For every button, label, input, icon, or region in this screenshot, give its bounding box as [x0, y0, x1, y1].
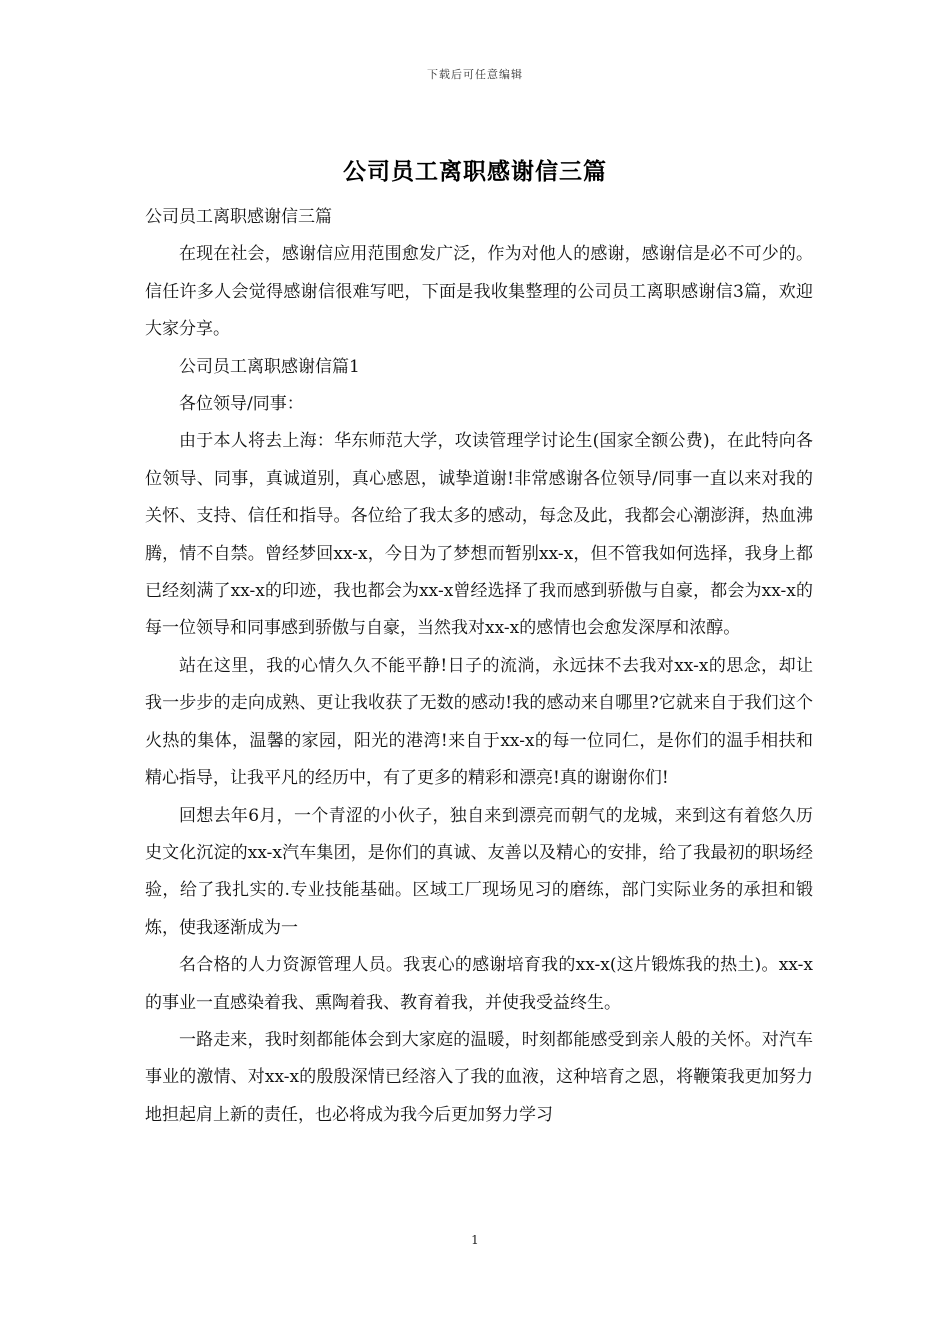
body-paragraph: 一路走来，我时刻都能体会到大家庭的温暖，时刻都能感受到亲人般的关怀。对汽车事业的激情、对xx-x的殷殷深情已经溶入了我的血液，这种培育之恩，将鞭策我更加努力地担起肩上新的责任，也必将成为我今后更加努力学习 [145, 1029, 813, 1125]
body-paragraph: 回想去年6月，一个青涩的小伙子，独自来到漂亮而朝气的龙城，来到这有着悠久历史文化沉淀的xx-x汽车集团，是你们的真诚、友善以及精心的安排，给了我最初的职场经验，给了我扎实的.专业技能基础。区域工厂现场见习的磨练，部门实际业务的承担和锻炼，使我逐渐成为一 [145, 805, 813, 938]
intro-paragraph: 在现在社会，感谢信应用范围愈发广泛，作为对他人的感谢，感谢信是必不可少的。信任许多人会觉得感谢信很难写吧，下面是我收集整理的公司员工离职感谢信3篇，欢迎大家分享。 [145, 244, 813, 340]
header-note: 下载后可任意编辑 [427, 68, 523, 81]
document-body [145, 199, 813, 1134]
body-paragraph: 站在这里，我的心情久久不能平静!日子的流淌，永远抹不去我对xx-x的思念，却让我一步步的走向成熟、更让我收获了无数的感动!我的感动来自哪里?它就来自于我们这个火热的集体，温馨的家园，阳光的港湾!来自于xx-x的每一位同仁，是你们的温手相扶和精心指导，让我平凡的经历中，有了更多的精彩和漂亮!真的谢谢你们! [145, 655, 813, 789]
body-paragraph: 由于本人将去上海：华东师范大学，攻读管理学讨论生(国家全额公费)，在此特向各位领导、同事，真诚道别，真心感恩，诚挚道谢!非常感谢各位领导/同事一直以来对我的关怀、支持、信任和指导。各位给了我太多的感动，每念及此，我都会心潮澎湃，热血沸腾，情不自禁。曾经梦回xx-x，今日为了梦想而暂别xx-x，但不管我如何选择，我身上都已经刻满了xx-x的印迹，我也都会为xx-x曾经选择了我而感到骄傲与自豪，都会为xx-x的每一位领导和同事感到骄傲与自豪，当然我对xx-x的感情也会愈发深厚和浓醇。 [145, 431, 813, 639]
salutation: 各位领导/同事： [179, 394, 304, 415]
body-paragraph: 名合格的人力资源管理人员。我衷心的感谢培育我的xx-x(这片锻炼我的热土)。xx-x的事业一直感染着我、熏陶着我、教育着我，并使我受益终生。 [145, 955, 813, 1013]
document-title: 公司员工离职感谢信三篇 [343, 158, 607, 185]
page-number: 1 [471, 1233, 479, 1247]
letter-heading: 公司员工离职感谢信篇1 [179, 356, 360, 377]
subtitle-paragraph: 公司员工离职感谢信三篇 [145, 207, 332, 227]
